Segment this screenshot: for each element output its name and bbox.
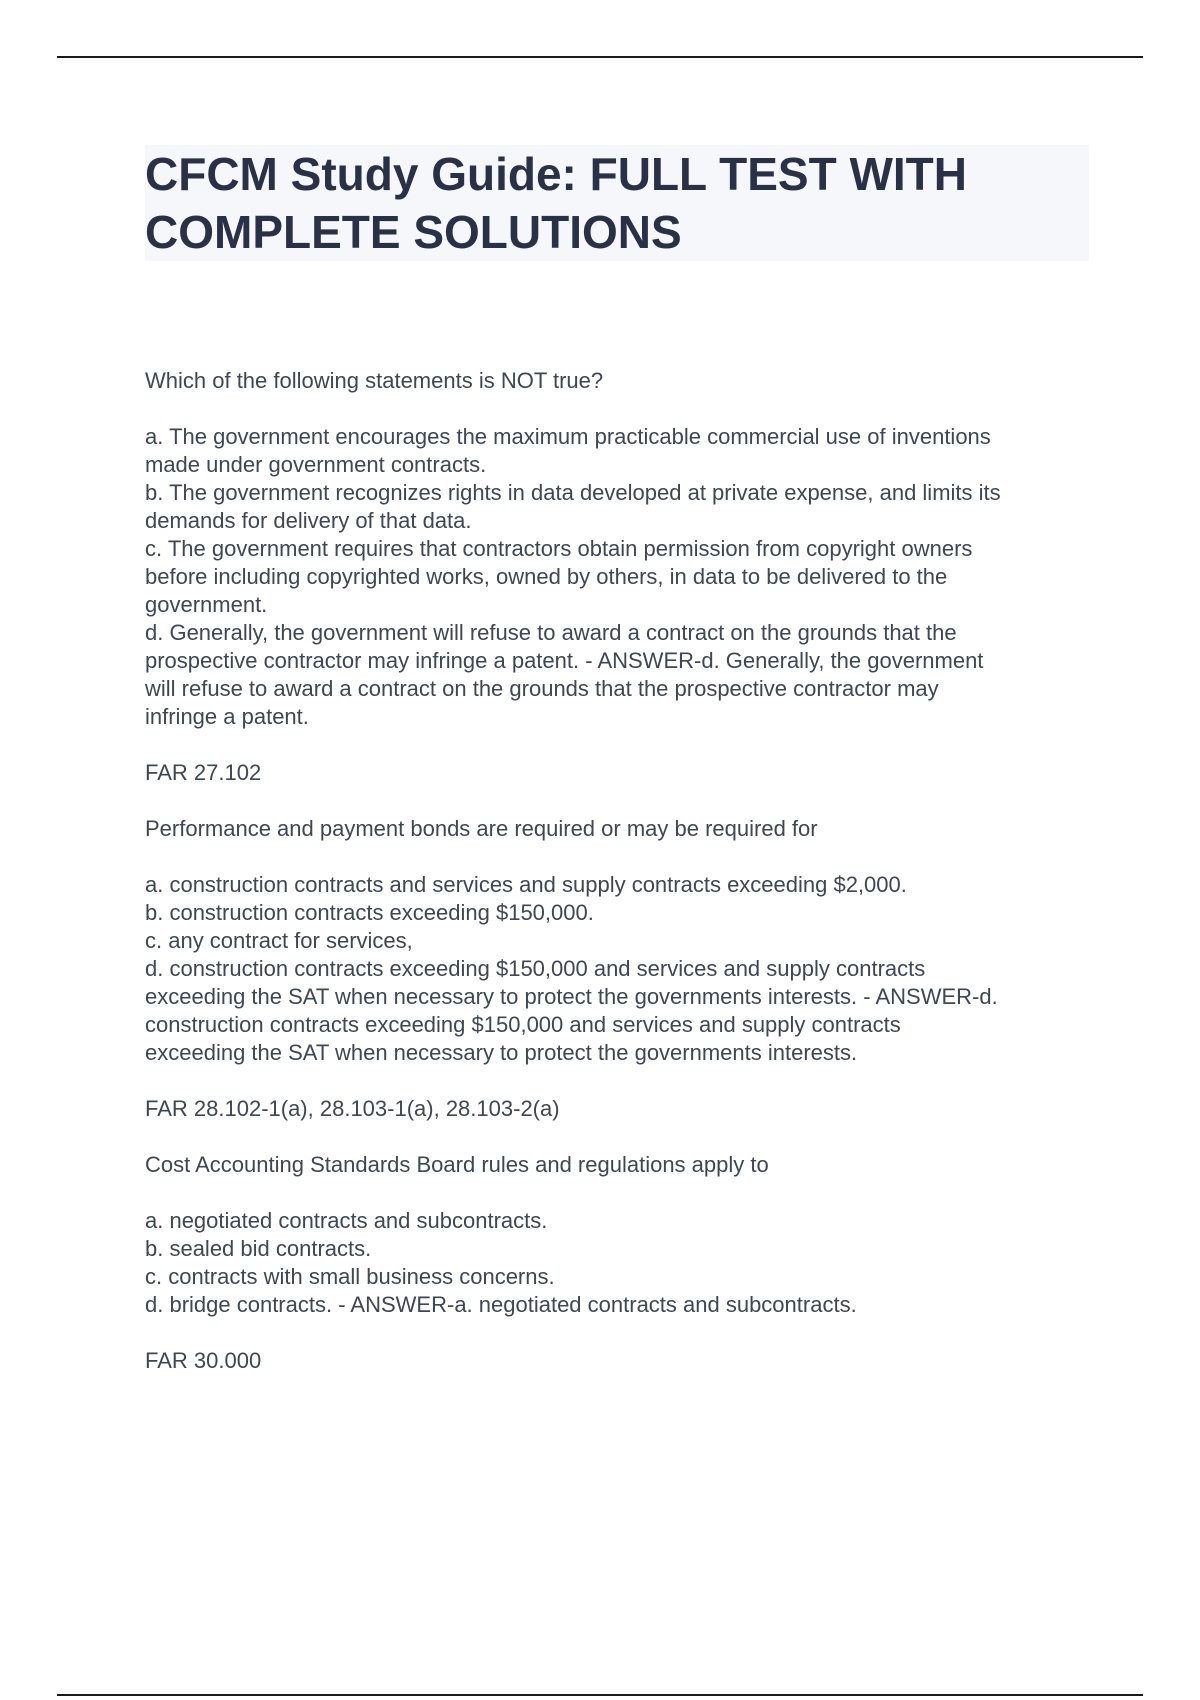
far-reference: FAR 28.102-1(a), 28.103-1(a), 28.103-2(a)	[145, 1096, 560, 1121]
answer-line: demands for delivery of that data.	[145, 508, 472, 533]
answer-block	[145, 871, 1095, 1067]
answer-line: d. bridge contracts. - ANSWER-a. negotiated contracts and subcontracts.	[145, 1292, 857, 1317]
bottom-rule	[57, 1694, 1143, 1696]
answer-line: exceeding the SAT when necessary to protect the governments interests. - ANSWER-d.	[145, 984, 998, 1009]
answer-line: will refuse to award a contract on the grounds that the prospective contractor may	[145, 676, 939, 701]
far-reference: FAR 27.102	[145, 760, 262, 785]
document-body	[145, 367, 1095, 1375]
page-title	[145, 145, 1089, 261]
answer-line: construction contracts exceeding $150,000 and services and supply contracts	[145, 1012, 901, 1037]
answer-line: b. The government recognizes rights in data developed at private expense, and limits its	[145, 480, 1001, 505]
question-text: Cost Accounting Standards Board rules and regulations apply to	[145, 1152, 769, 1177]
title-line-1: CFCM Study Guide: FULL TEST WITH	[145, 148, 967, 200]
question-block-3	[145, 1151, 1095, 1375]
answer-line: d. construction contracts exceeding $150,000 and services and supply contracts	[145, 956, 926, 981]
answer-line: a. The government encourages the maximum practicable commercial use of inventions	[145, 424, 991, 449]
answer-line: d. Generally, the government will refuse to award a contract on the grounds that the	[145, 620, 957, 645]
question-block-2	[145, 815, 1095, 1123]
far-reference: FAR 30.000	[145, 1348, 262, 1373]
answer-line: b. sealed bid contracts.	[145, 1236, 372, 1261]
answer-line: infringe a patent.	[145, 704, 309, 729]
answer-line: b. construction contracts exceeding $150,000.	[145, 900, 594, 925]
question-block-1	[145, 367, 1095, 787]
top-rule	[57, 56, 1143, 58]
answer-block	[145, 423, 1095, 731]
title-block	[145, 145, 1089, 261]
answer-line: c. The government requires that contractors obtain permission from copyright owners	[145, 536, 973, 561]
question-text: Performance and payment bonds are required or may be required for	[145, 816, 818, 841]
answer-line: a. construction contracts and services and supply contracts exceeding $2,000.	[145, 872, 907, 897]
answer-block	[145, 1207, 1095, 1319]
answer-line: prospective contractor may infringe a patent. - ANSWER-d. Generally, the government	[145, 648, 984, 673]
answer-line: exceeding the SAT when necessary to protect the governments interests.	[145, 1040, 858, 1065]
title-line-2: COMPLETE SOLUTIONS	[145, 206, 682, 258]
answer-line: c. any contract for services,	[145, 928, 413, 953]
answer-line: government.	[145, 592, 268, 617]
answer-line: a. negotiated contracts and subcontracts.	[145, 1208, 548, 1233]
answer-line: before including copyrighted works, owned by others, in data to be delivered to the	[145, 564, 948, 589]
answer-line: c. contracts with small business concerns.	[145, 1264, 555, 1289]
question-text: Which of the following statements is NOT true?	[145, 368, 604, 393]
answer-line: made under government contracts.	[145, 452, 487, 477]
